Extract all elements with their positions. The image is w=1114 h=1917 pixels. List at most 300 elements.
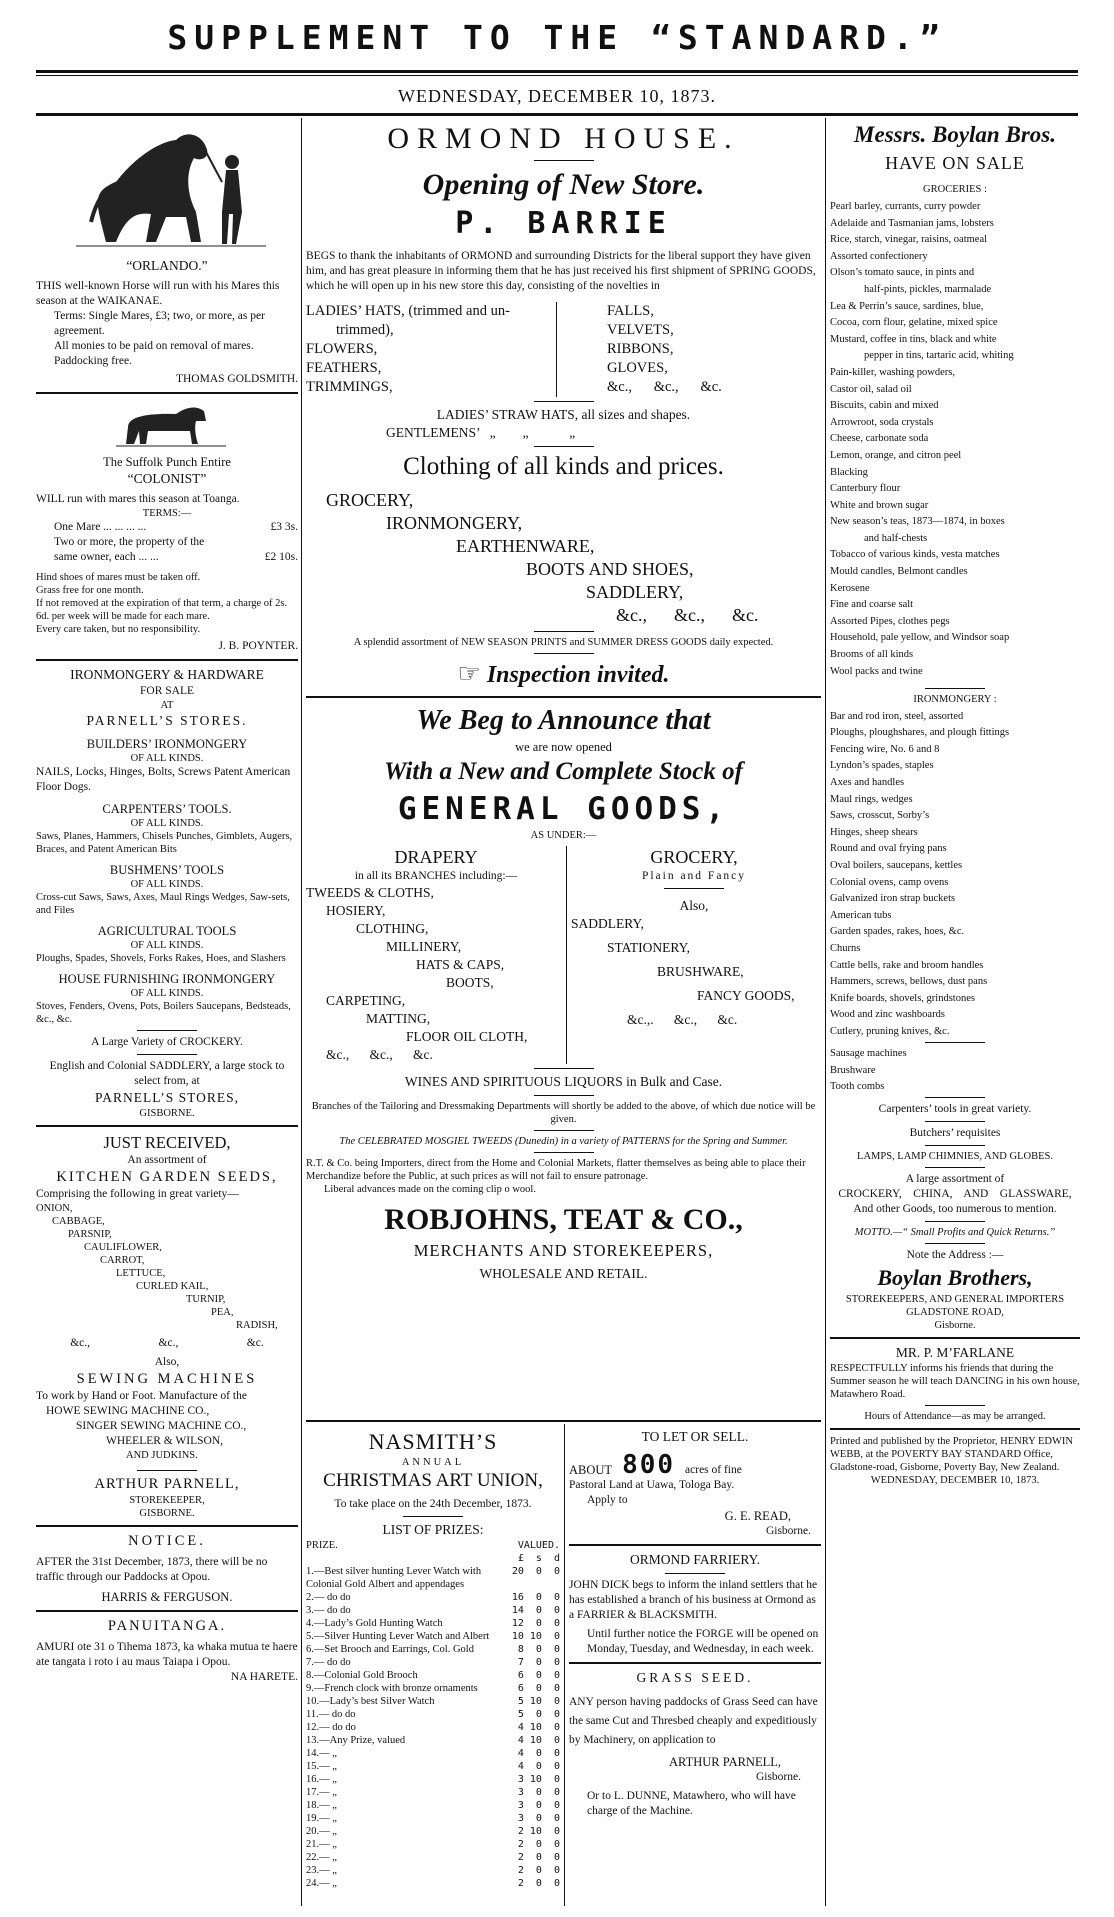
misc-item: Brushware: [830, 1064, 876, 1076]
grocery-item: Tobacco of various kinds, vesta matches: [830, 549, 1000, 561]
hats-left-item: trimmed),: [336, 322, 394, 338]
grassseed-advert: [569, 1669, 821, 1819]
grocery-item: Arrowroot, soda crystals: [830, 416, 934, 428]
notice-title: NOTICE.: [128, 1533, 206, 1549]
prize-name: 4.—Lady’s Gold Hunting Watch: [306, 1618, 443, 1629]
notice-advert: [36, 1532, 298, 1605]
seeds-also: Also,: [154, 1356, 180, 1368]
ironmongery-item: Colonial ovens, camp ovens: [830, 876, 949, 888]
grocery-item: Pearl barley, currants, curry powder: [830, 201, 981, 212]
parnell-bushmens-sub: OF ALL KINDS.: [130, 879, 204, 890]
straw-gentlemens: GENTLEMENS’ „ „ „: [386, 425, 576, 440]
hats-left-item: LADIES’ HATS, (trimmed and un-: [306, 303, 510, 319]
sewing-maker: AND JUDKINS.: [126, 1450, 198, 1461]
ironmongery-item: Lyndon’s spades, staples: [830, 760, 934, 772]
drapery-column: [306, 846, 567, 1064]
grocery-item: Mould candles, Belmont candles: [830, 566, 968, 578]
boylan-havesale: HAVE ON SALE: [885, 153, 1025, 173]
right-column: [830, 120, 1080, 1908]
ironmongery-item: Cattle bells, rake and broom handles: [830, 959, 984, 971]
drapery-item: CLOTHING,: [356, 921, 429, 936]
goods-line: SADDLERY,: [586, 582, 684, 602]
prize-row: [306, 1669, 560, 1682]
seeds-comprising: Comprising the following in great variety—: [36, 1188, 239, 1200]
footer-date: WEDNESDAY, DECEMBER 10, 1873.: [870, 1475, 1040, 1487]
printer-imprint: Printed and published by the Proprietor, HENRY EDWIN WEBB, at the POVERTY BAY STANDARD Office, Gladstone-road, Gisborne, Poverty Bay, New Zealand.: [830, 1436, 1073, 1474]
grocery-item: Biscuits, cabin and mixed: [830, 400, 939, 412]
parnell-head2: FOR SALE: [140, 685, 194, 697]
drapery-item: BOOTS,: [446, 975, 494, 990]
middle-lower-rule: [306, 1420, 821, 1422]
prize-row: [306, 1682, 560, 1695]
prize-row: [306, 1617, 560, 1630]
grocery-item: Cheese, carbonate soda: [830, 433, 929, 445]
parnell-agri: AGRICULTURAL TOOLS: [97, 924, 237, 938]
grocery-also: Also,: [679, 898, 709, 913]
prize-value: 4 0 0: [511, 1761, 560, 1772]
valued-col-label: VALUED.: [517, 1540, 560, 1551]
prize-list: [306, 1565, 560, 1890]
prize-lsd-row: [306, 1552, 560, 1565]
parnell-house-sub: OF ALL KINDS.: [130, 988, 204, 999]
masthead-rule-thin: [36, 75, 1078, 76]
grocery-item: STATIONERY,: [607, 940, 691, 955]
prize-value: 6 0 0: [511, 1670, 560, 1681]
prize-name: 6.—Set Brooch and Earrings, Col. Gold: [306, 1644, 474, 1655]
prize-value: 4 10 0: [511, 1722, 560, 1733]
prize-value: 5 10 0: [511, 1696, 560, 1707]
seeds-etc-2: &c.,: [158, 1337, 179, 1349]
ironmongery-item: Churns: [830, 942, 861, 954]
rt-text: R.T. & Co. being Importers, direct from the Home and Colonial Markets, flatter themselves as being able to place their Merchandize before the Public, at such prices as will not fail to ensure patronage.: [306, 1158, 806, 1182]
prize-row: [306, 1708, 560, 1721]
notice-body: AFTER the 31st December, 1873, there will be no traffic through our Paddocks at Opou.: [36, 1556, 268, 1583]
grocery-item: Mustard, coffee in tins, black and white: [830, 333, 997, 345]
sewing-title: SEWING MACHINES: [76, 1371, 258, 1387]
prize-row: [306, 1643, 560, 1656]
ironmongery-item: Saws, crosscut, Sorby’s: [830, 810, 930, 822]
prize-value: 2 0 0: [511, 1878, 560, 1889]
grocery-item: Brooms of all kinds: [830, 649, 914, 661]
misc-item: Sausage machines: [830, 1047, 907, 1059]
ironmongery-item: Axes and handles: [830, 777, 905, 788]
right-brothers: Boylan Brothers,: [877, 1265, 1033, 1291]
ironmongery-item: Cutlery, pruning knives, &c.: [830, 1025, 950, 1037]
parnell-crockery: A Large Variety of CROCKERY.: [91, 1036, 243, 1048]
grocery-item: Assorted confectionery: [830, 250, 928, 262]
parnell-stores: PARNELL’S STORES,: [94, 1090, 240, 1105]
ironmongery-item: Round and oval frying pans: [830, 843, 947, 855]
prize-value: 12 0 0: [511, 1618, 560, 1629]
nasmith-listhead: LIST OF PRIZES:: [382, 1522, 484, 1537]
seed-item: CAULIFLOWER,: [84, 1242, 162, 1253]
ironmongery-item: Wood and zinc washboards: [830, 1009, 945, 1021]
prize-name: 2.— do do: [306, 1592, 351, 1603]
middle-column: [306, 118, 821, 1424]
prize-name: 11.— do do: [306, 1709, 356, 1720]
prize-value: 2 0 0: [511, 1839, 560, 1850]
straw-ladies: LADIES’ STRAW HATS, all sizes and shapes.: [436, 407, 691, 422]
drapery-title: DRAPERY: [394, 847, 478, 867]
parnell-gisborne: GISBORNE.: [139, 1108, 195, 1119]
goods-line: EARTHENWARE,: [456, 536, 595, 556]
prize-name: 24.— „: [306, 1878, 337, 1889]
mcfarlane-hours: Hours of Attendance—as may be arranged.: [864, 1411, 1046, 1423]
panuitanga-advert: [36, 1617, 298, 1685]
prize-name: 15.— „: [306, 1761, 337, 1772]
wines-text: WINES AND SPIRITUOUS LIQUORS in Bulk and Case.: [404, 1074, 723, 1089]
prize-value: 6 0 0: [511, 1683, 560, 1694]
prize-name: 8.—Colonial Gold Brooch: [306, 1670, 418, 1681]
drapery-item: CARPETING,: [326, 993, 406, 1008]
grocery-item: SADDLERY,: [571, 916, 644, 931]
nasmith-christmas: CHRISTMAS ART UNION,: [323, 1470, 543, 1491]
groceries-head: GROCERIES :: [923, 184, 987, 195]
ironmongery-item: Maul rings, wedges: [830, 793, 913, 805]
ironmongery-item: Fencing wire, No. 6 and 8: [830, 743, 940, 755]
ironmongery-head: IRONMONGERY :: [913, 693, 997, 705]
prize-name: 5.—Silver Hunting Lever Watch and Albert: [306, 1631, 490, 1642]
farriery-title: ORMOND FARRIERY.: [629, 1552, 761, 1567]
drapery-branches: in all its BRANCHES including:—: [354, 870, 518, 882]
parnell-head1: IRONMONGERY & HARDWARE: [70, 667, 264, 682]
tolet-advert: [569, 1428, 821, 1539]
seeds-advert: [36, 1132, 298, 1520]
grocery-item: Rice, starch, vinegar, raisins, oatmeal: [830, 234, 988, 246]
nasmith-advert: [306, 1428, 560, 1908]
prize-value: 3 0 0: [511, 1800, 560, 1811]
parnell-carpenters-body: Saws, Planes, Hammers, Chisels Punches, Gimblets, Augers, Braces, and Patent American Bits: [36, 831, 293, 855]
asunder-text: AS UNDER:—: [530, 830, 597, 841]
hats-right-item: FALLS,: [607, 303, 654, 319]
grocery-item: FANCY GOODS,: [697, 988, 795, 1003]
seeds-sub: An assortment of: [127, 1154, 207, 1166]
prize-name: 23.— „: [306, 1865, 337, 1876]
ironmongery-item: Knife boards, shovels, grindstones: [830, 992, 975, 1004]
seeds-title: KITCHEN GARDEN SEEDS,: [56, 1169, 278, 1185]
colonist-advert: [36, 399, 298, 654]
prize-row: [306, 1695, 560, 1708]
grocery-column: [567, 846, 821, 1064]
newstock-title: With a New and Complete Stock of: [384, 758, 743, 785]
grocery-item: Blacking: [830, 466, 868, 478]
parnell-saddlery: English and Colonial SADDLERY, a large stock to select from, at: [49, 1060, 285, 1087]
prize-name: 12.— do do: [306, 1722, 356, 1733]
tolet-read: G. E. READ,: [724, 1509, 791, 1523]
colonist-one-price: £3 3s.: [270, 521, 298, 533]
hats-right-item: GLOVES,: [607, 360, 668, 376]
prize-header: [306, 1539, 560, 1552]
prize-row: [306, 1734, 560, 1747]
column-divider-left: [301, 118, 302, 1906]
panuitanga-signature: NA HARETE.: [230, 1671, 298, 1683]
nasmith-annual: ANNUAL: [401, 1457, 465, 1468]
tolet-gisborne: Gisborne.: [765, 1525, 811, 1537]
prize-row: [306, 1877, 560, 1890]
grocery-item: New season’s teas, 1873—1874, in boxes: [830, 516, 1005, 528]
orlando-paddock: Paddocking free.: [54, 355, 132, 367]
grocery-etc: &c.,. &c., &c.: [627, 1012, 738, 1027]
parnell-builders-body: NAILS, Locks, Hinges, Bolts, Screws Patent American Floor Dogs.: [36, 766, 291, 793]
prize-value: 10 10 0: [511, 1631, 560, 1642]
prize-row: [306, 1825, 560, 1838]
seeds-list: [36, 1202, 298, 1332]
announce-title: We Beg to Announce that: [416, 705, 711, 736]
seeds-etc-1: &c.,: [70, 1337, 91, 1349]
column-divider-right: [825, 118, 826, 1906]
seed-item: CARROT,: [100, 1255, 145, 1266]
prize-row: [306, 1591, 560, 1604]
tolet-about-line: [569, 1452, 821, 1478]
seed-item: RADISH,: [236, 1320, 278, 1331]
ironmongery-item: Galvanized iron strap buckets: [830, 893, 956, 905]
goods-line: BOOTS AND SHOES,: [526, 559, 694, 579]
orlando-terms: Terms: Single Mares, £3; two, or more, as per agreement.: [54, 310, 265, 337]
orlando-moneys: All monies to be paid on removal of mares.: [54, 340, 254, 352]
ironmongery-list: [830, 710, 1080, 1038]
parnell-house-body: Stoves, Fenders, Ovens, Pots, Boilers Saucepans, Bedsteads, &c., &c.: [36, 1001, 291, 1025]
prize-name: 3.— do do: [306, 1605, 351, 1616]
grocery-item: Kerosene: [830, 582, 870, 594]
prize-value: 5 0 0: [511, 1709, 560, 1720]
ironmongery-item: Hinges, sheep shears: [830, 826, 918, 838]
prize-row: [306, 1747, 560, 1760]
colonist-terms-head: TERMS:—: [142, 508, 192, 519]
tolet-pastoral: Pastoral Land at Uawa, Tologa Bay.: [569, 1479, 735, 1491]
merchants-text: MERCHANTS AND STOREKEEPERS,: [413, 1241, 714, 1260]
prize-name: 21.— „: [306, 1839, 337, 1850]
colonist-line1: The Suffolk Punch Entire: [103, 455, 231, 469]
grocery-item: Olson’s tomato sauce, in pints and: [830, 267, 975, 279]
seed-item: PEA,: [211, 1307, 234, 1318]
parnell-carpenters-sub: OF ALL KINDS.: [130, 818, 204, 829]
farriery-advert: [569, 1551, 821, 1657]
prize-row: [306, 1656, 560, 1669]
opened-text: we are now opened: [515, 740, 612, 754]
liberal-text: Liberal advances made on the coming clip o wool.: [324, 1184, 536, 1195]
grocery-item: BRUSHWARE,: [657, 964, 744, 979]
mcfarlane-title: MR. P. M’FARLANE: [895, 1345, 1015, 1361]
sewing-body: To work by Hand or Foot. Manufacture of the: [36, 1390, 247, 1402]
colonist-grass: Grass free for one month.: [36, 585, 144, 596]
grocery-item: Castor oil, salad oil: [830, 383, 912, 395]
right-storekeepers: STOREKEEPERS, AND GENERAL IMPORTERS: [845, 1294, 1065, 1306]
barrie-title: P. BARRIE: [455, 206, 672, 241]
drapery-etc: &c., &c., &c.: [326, 1047, 433, 1062]
left-column: [36, 122, 298, 1908]
suffolk-horse-icon: [36, 399, 298, 449]
prize-row: [306, 1565, 560, 1591]
sewing-maker: WHEELER & WILSON,: [106, 1435, 224, 1447]
bottom-middle-right: [569, 1428, 821, 1908]
prize-name: 7.— do do: [306, 1657, 351, 1668]
tolet-about: ABOUT: [569, 1463, 613, 1477]
splendid-text: A splendid assortment of NEW SEASON PRINTS and SUMMER DRESS GOODS daily expected.: [353, 637, 774, 648]
masthead-rule: [36, 70, 1078, 73]
prize-col-label: PRIZE.: [306, 1540, 338, 1551]
grocery-item: Assorted Pipes, clothes pegs: [830, 615, 950, 627]
wholesale-text: WHOLESALE AND RETAIL.: [479, 1266, 648, 1281]
colonist-two-more-row: [36, 535, 298, 565]
colonist-care: Every care taken, but no responsibility.: [36, 624, 201, 635]
hats-block: [306, 302, 821, 397]
prize-row: [306, 1812, 560, 1825]
date-rule: [36, 113, 1078, 116]
grocery-item: Lea & Perrin’s sauce, sardines, blue,: [830, 300, 984, 312]
goods-line-etc: &c., &c., &c.: [616, 605, 759, 625]
seeds-storekeeper: STOREKEEPER,: [129, 1495, 205, 1506]
hats-right-item: &c., &c., &c.: [607, 379, 722, 395]
colonist-two-price: £2 10s.: [264, 551, 298, 563]
masthead-title: SUPPLEMENT TO THE “STANDARD.”: [167, 18, 947, 57]
prize-name: 10.—Lady’s best Silver Watch: [306, 1696, 435, 1707]
pointing-hand-icon: ☞: [457, 659, 481, 688]
colonist-body: WILL run with mares this season at Toanga.: [36, 493, 240, 505]
right-motto: MOTTO.—“ Small Profits and Quick Returns.”: [854, 1227, 1056, 1239]
hats-left-item: FLOWERS,: [306, 341, 378, 357]
prize-name: 18.— „: [306, 1800, 337, 1811]
prize-value: 2 0 0: [511, 1852, 560, 1863]
prize-value: 16 0 0: [511, 1592, 560, 1603]
prize-row: [306, 1799, 560, 1812]
notice-signature: HARRIS & FERGUSON.: [101, 1590, 233, 1604]
colonist-one-mare-row: [36, 520, 298, 535]
ironmongery-item: Ploughs, ploughshares, and plough fittings: [830, 727, 1010, 739]
farriery-forge: Until further notice the FORGE will be opened on Monday, Tuesday, and Wednesday, in each week.: [587, 1628, 819, 1655]
hats-right-item: VELVETS,: [607, 322, 674, 338]
goods-line: GROCERY,: [326, 490, 414, 510]
grocery-item: Fine and coarse salt: [830, 599, 914, 611]
tolet-title: TO LET OR SELL.: [641, 1429, 749, 1444]
drapery-item: FLOOR OIL CLOTH,: [406, 1029, 528, 1044]
prize-value: 3 0 0: [511, 1813, 560, 1824]
prize-value: 3 10 0: [511, 1774, 560, 1785]
drapery-item: TWEEDS & CLOTHS,: [306, 885, 434, 900]
sewing-maker: SINGER SEWING MACHINE CO.,: [76, 1420, 247, 1432]
grocery-item: Adelaide and Tasmanian jams, lobsters: [830, 217, 994, 229]
right-carpenters: Carpenters’ tools in great variety.: [878, 1103, 1032, 1116]
boylan-title: Messrs. Boylan Bros.: [854, 122, 1056, 147]
orlando-advert: [36, 122, 298, 387]
prize-row: [306, 1760, 560, 1773]
right-gladstone: GLADSTONE ROAD,: [906, 1307, 1004, 1319]
grocery-item: Wool packs and twine: [830, 665, 923, 677]
prize-value: 20 0 0: [511, 1566, 560, 1577]
grassseed-gisborne: Gisborne.: [755, 1771, 801, 1783]
prize-row: [306, 1721, 560, 1734]
tolet-acres: acres of fine: [685, 1464, 742, 1476]
grassseed-arthur: ARTHUR PARNELL,: [669, 1755, 781, 1769]
grocery-item: Pain-killer, washing powders,: [830, 366, 955, 378]
parnell-head3: AT: [160, 700, 174, 711]
prize-row: [306, 1786, 560, 1799]
grocery-plainfancy: Plain and Fancy: [641, 870, 747, 882]
sausage-list: [830, 1047, 1080, 1093]
farriery-body: JOHN DICK begs to inform the inland settlers that he has established a branch of his business at Ormond as a FARRIER & BLACKSMITH.: [569, 1579, 818, 1621]
horse-engraving-icon: [36, 122, 298, 252]
hats-left: [306, 302, 557, 397]
drapery-item: MILLINERY,: [386, 939, 462, 954]
colonist-one-mare: One Mare ... ... ... ...: [54, 521, 147, 533]
grocery-item: and half-chests: [864, 532, 928, 544]
right-gisborne: Gisborne.: [934, 1320, 976, 1332]
general-goods-title: GENERAL GOODS,: [397, 791, 730, 827]
drapery-item: MATTING,: [366, 1011, 431, 1026]
panuitanga-body: AMURI ote 31 o Tihema 1873, ka whaka mutua te haere ate tangata i roto i au maus Taiapa i Opou.: [36, 1641, 298, 1668]
colonist-signature: J. B. POYNTER.: [218, 640, 298, 652]
orlando-body: THIS well-known Horse will run with his Mares this season at the WAIKANAE.: [36, 280, 280, 307]
seeds-arthur: ARTHUR PARNELL,: [94, 1476, 240, 1492]
drapery-item: HOSIERY,: [326, 903, 386, 918]
prize-value: 4 10 0: [511, 1735, 560, 1746]
groceries-list: [830, 200, 1080, 678]
prize-name: 14.— „: [306, 1748, 337, 1759]
right-address: Note the Address :—: [906, 1249, 1004, 1262]
parnell-builders: BUILDERS’ IRONMONGERY: [86, 737, 248, 751]
misc-item: Tooth combs: [830, 1081, 885, 1093]
parnell-head4: PARNELL’S STORES.: [86, 713, 248, 728]
grocery-item: Lemon, orange, and citron peel: [830, 449, 962, 461]
prize-row: [306, 1864, 560, 1877]
prize-value: 7 0 0: [511, 1657, 560, 1668]
colonist-two-more: Two or more, the property of the same owner, each ... ...: [54, 536, 205, 563]
sewing-maker: HOWE SEWING MACHINE CO.,: [46, 1405, 210, 1417]
ironmongery-item: Oval boilers, saucepans, kettles: [830, 859, 963, 871]
seed-item: ONION,: [36, 1203, 73, 1214]
prize-row: [306, 1604, 560, 1617]
nasmith-takeplace: To take place on the 24th December, 1873.: [334, 1498, 532, 1510]
column-divider-bottom-middle: [564, 1424, 565, 1906]
nasmith-title: NASMITH’S: [368, 1429, 498, 1454]
tolet-apply: Apply to: [587, 1494, 628, 1506]
seeds-etc-3: &c.: [246, 1337, 264, 1349]
prize-row: [306, 1851, 560, 1864]
colonist-title: “COLONIST”: [127, 471, 207, 486]
prize-name: 9.—French clock with bronze ornaments: [306, 1683, 478, 1694]
hats-right-item: RIBBONS,: [607, 341, 674, 357]
tolet-acres-number: 800: [622, 1450, 676, 1480]
ironmongery-item: Bar and rod iron, steel, assorted: [830, 710, 964, 722]
orlando-signature: THOMAS GOLDSMITH.: [175, 373, 298, 385]
parnell-builders-sub: OF ALL KINDS.: [130, 753, 204, 764]
right-lamps: LAMPS, LAMP CHIMNIES, AND GLOBES.: [857, 1151, 1053, 1163]
inspection-text: Inspection invited.: [486, 662, 670, 688]
parnell-house: HOUSE FURNISHING IRONMONGERY: [58, 972, 276, 986]
hats-left-item: FEATHERS,: [306, 360, 382, 376]
grassseed-dunne: Or to L. DUNNE, Matawhero, who will have charge of the Machine.: [587, 1790, 796, 1817]
hats-left-item: TRIMMINGS,: [306, 379, 393, 395]
prize-value: 2 0 0: [511, 1865, 560, 1876]
seed-item: TURNIP,: [186, 1294, 226, 1305]
prize-value: 8 0 0: [511, 1644, 560, 1655]
prize-value: 4 0 0: [511, 1748, 560, 1759]
parnell-agri-sub: OF ALL KINDS.: [130, 940, 204, 951]
mosgiel-text: The CELEBRATED MOSGIEL TWEEDS (Dunedin) in a variety of PATTERNS for the Spring and Summer.: [339, 1136, 788, 1147]
grocery-item: half-pints, pickles, marmalade: [864, 283, 992, 295]
parnell-carpenters: CARPENTERS’ TOOLS.: [102, 802, 232, 816]
opening-title: Opening of New Store.: [422, 168, 705, 201]
hats-right: [557, 302, 722, 397]
seed-item: LETTUCE,: [116, 1268, 166, 1279]
inspection-line: [306, 658, 821, 691]
grocery-item: Household, pale yellow, and Windsor soap: [830, 632, 1010, 644]
grocery-item: Cocoa, corn flour, gelatine, mixed spice: [830, 317, 998, 329]
prize-value: 2 10 0: [511, 1826, 560, 1837]
parnell-advert: [36, 666, 298, 1120]
prize-lsd: £ s d: [517, 1553, 560, 1564]
prize-name: 1.—Best silver hunting Lever Watch with Colonial Gold Albert and appendages: [306, 1566, 482, 1590]
prize-name: 16.— „: [306, 1774, 337, 1785]
